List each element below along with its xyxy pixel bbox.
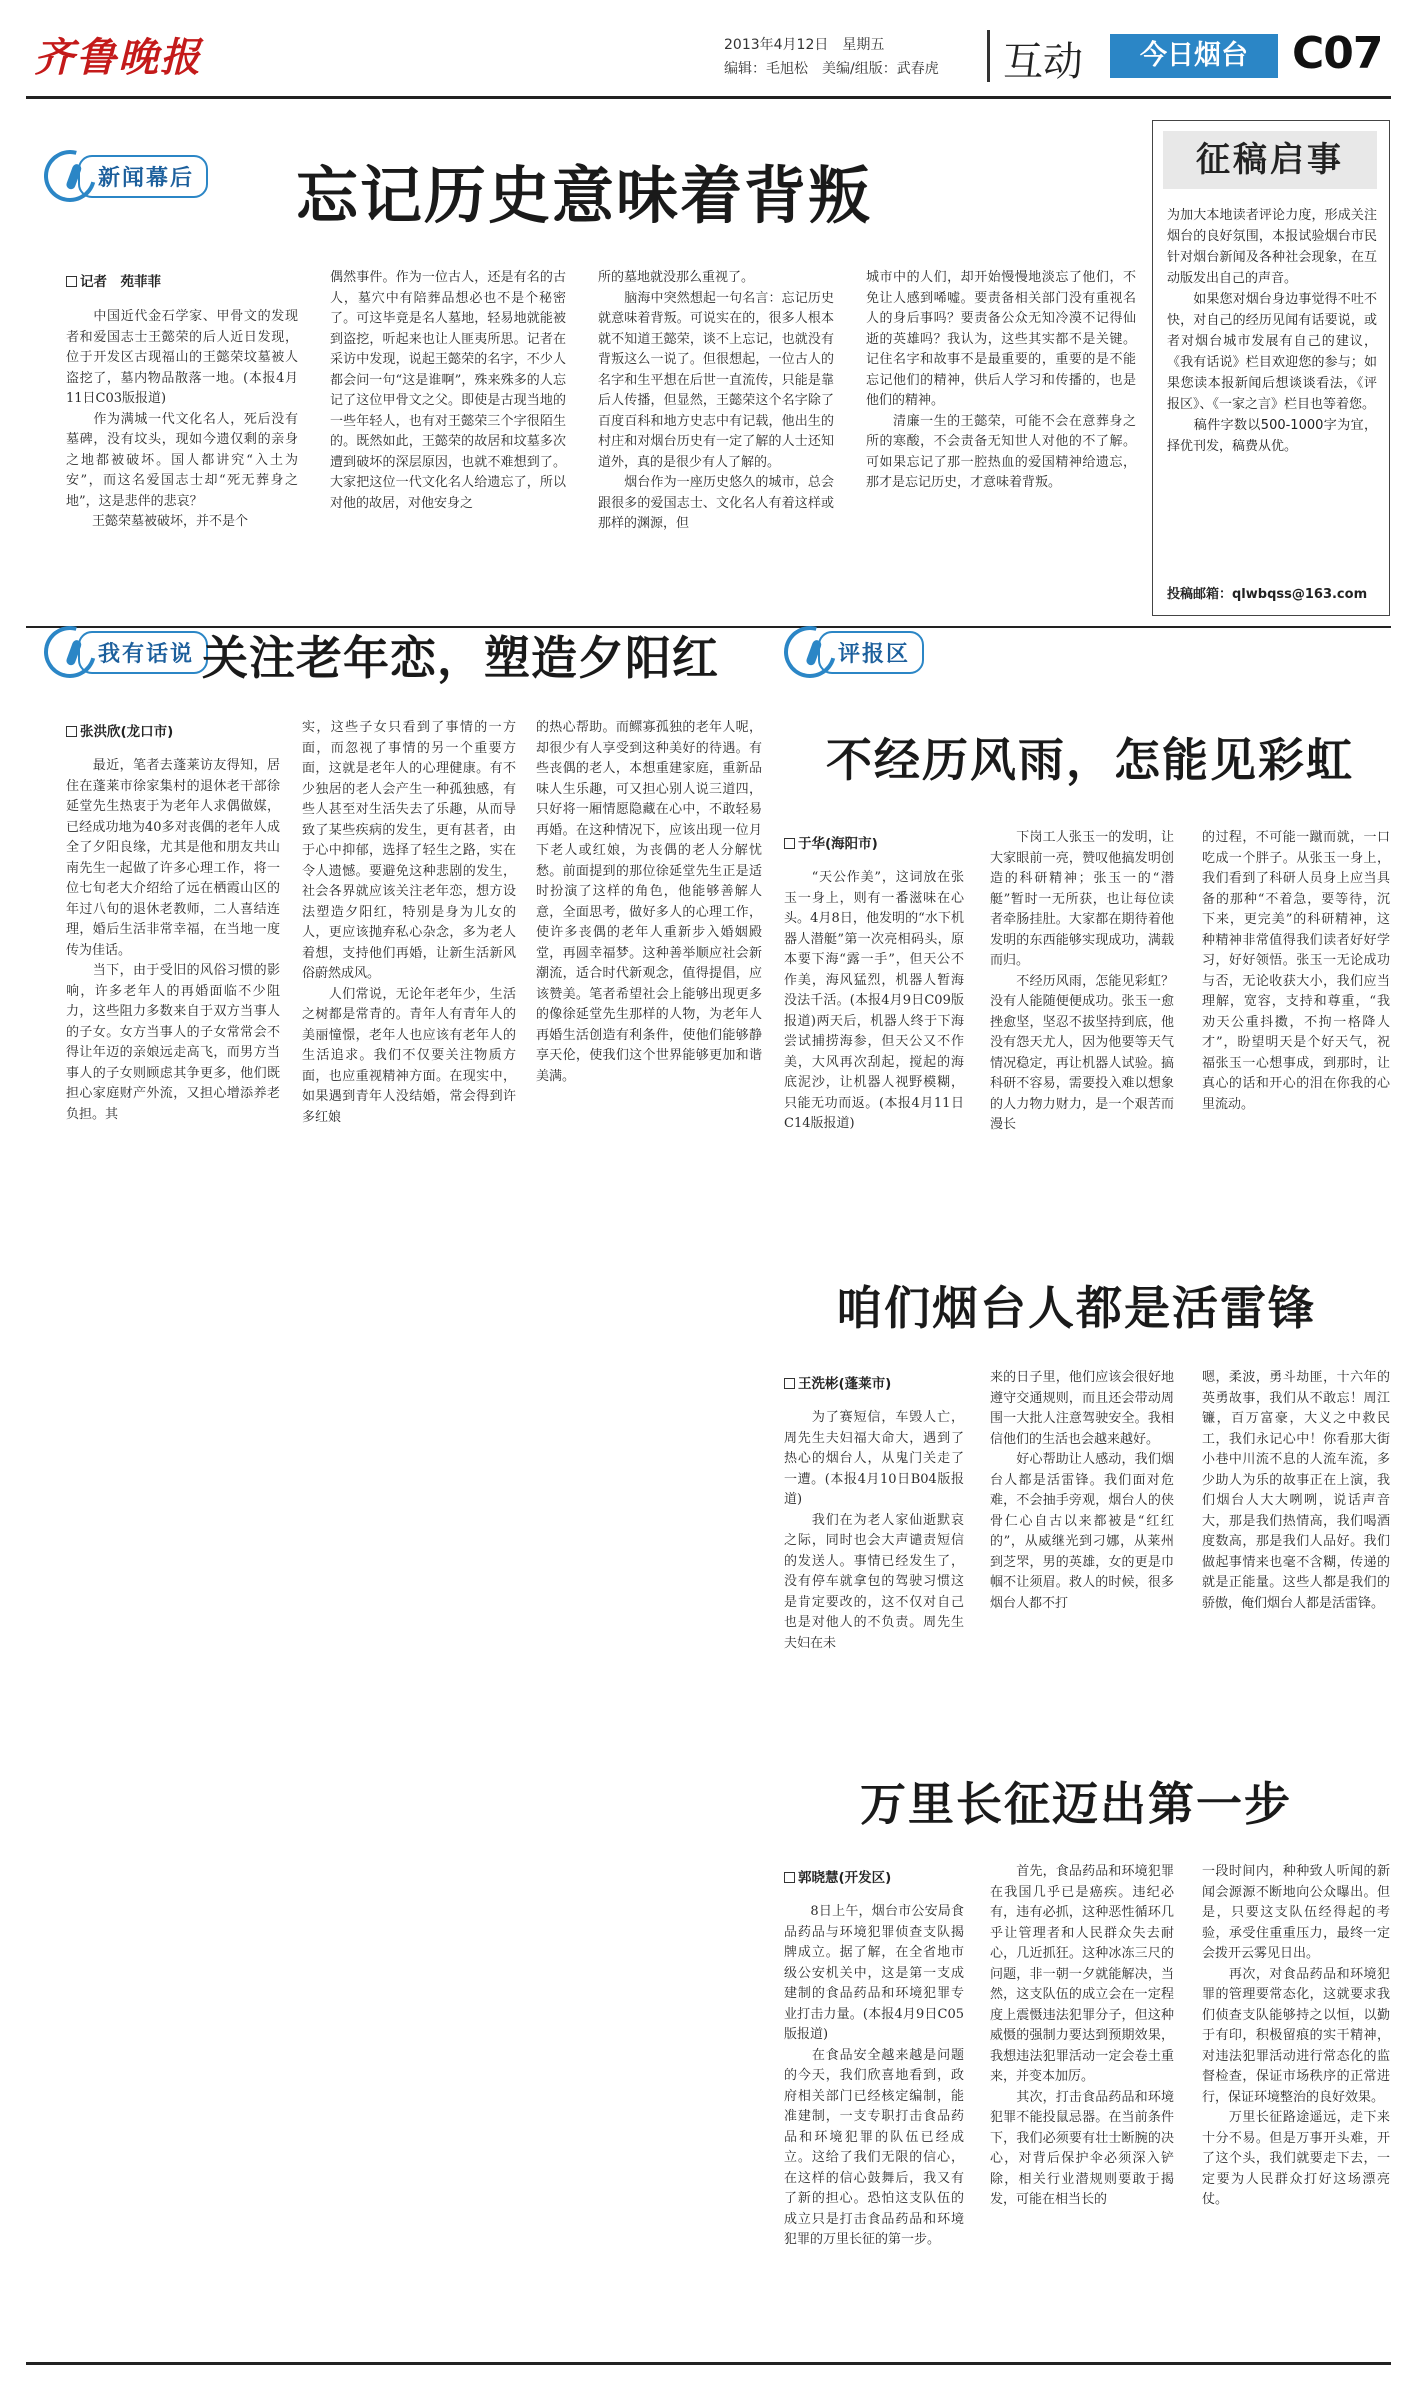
story1-headline: 忘记历史意味着背叛	[296, 159, 873, 232]
tag-news-behind	[44, 150, 208, 202]
story1-byline: 记者 苑菲菲	[66, 270, 161, 290]
tag-my-say	[44, 626, 208, 678]
masthead-rule	[26, 96, 1391, 99]
tag-label: 新闻幕后	[78, 155, 208, 198]
story1-col1: 中国近代金石学家、甲骨文的发现者和爱国志士王懿荣的后人近日发现，位于开发区古现福山的王懿荣坟墓被人盗挖了，墓内物品散落一地。(本报4月11日C03版报道) 作为满城一代文化名人，死后没有墓碑，没有坟头，现如今遗仅剩的亲身之地都被破坏。国人都讲究“入土为安”，而这名爱国志士却“死无葬身之地”，这是悲伴的悲哀？ 王懿荣墓被破坏，并不是个	[66, 309, 298, 529]
story3-col2: 下岗工人张玉一的发明，让大家眼前一亮，赞叹他搞发明创造的科研精神；张玉一的“潜艇”暂时一无所获，也让每位读者牵肠挂肚。大家都在期待着他发明的东西能够实现成功，满载而归。 不经历风雨，怎能见彩虹？没有人能随便便成功。张玉一愈挫愈坚，坚忍不拔坚持到底，他没有怨天尤人，因为他要等天气情况稳定，再让机器人试验。搞科研不容易，需要投入难以想象的人力物力财力，是一个艰苦而漫长	[990, 830, 1174, 1132]
story5-col1: 8日上午，烟台市公安局食品药品与环境犯罪侦查支队揭牌成立。据了解，在全省地市级公安机关中，这是第一支成建制的食品药品和环境犯罪专业打击力量。(本报4月9日C05版报道) 在食品安全越来越是问题的今天，我们欣喜地看到，政府相关部门已经核定编制，能准建制，一支专职打击食品药品和环境犯罪的队伍已经成立。这给了我们无限的信心，在这样的信心鼓舞后，我又有了新的担心。恐怕这支队伍的成立只是打击食品药品和环境犯罪的万里长征的第一步。	[784, 1904, 964, 2247]
story2-byline: 张洪欣(龙口市)	[66, 720, 173, 740]
sidebar-email[interactable]: 投稿邮箱：qlwbqss@163.com	[1167, 587, 1368, 602]
story4-byline: 王洗彬(蓬莱市)	[784, 1372, 891, 1392]
story2-col3-text: 的热心帮助。而鳏寡孤独的老年人呢，却很少有人享受到这种美好的待遇。有些丧偶的老人，本想重建家庭，重新品味人生乐趣，可又担心别人说三道四，只好将一厢情愿隐藏在心中，不敢轻易再婚。在这种情况下，应该出现一位月下老人或红娘，为丧偶的老人分解忧愁。前面提到的那位徐延堂先生正是适时扮演了这样的角色，他能够善解人意，全面思考，做好多人的心理工作，使许多丧偶的老年人重新步入婚姻殿堂，再圆幸福梦。这种善举顺应社会新潮流，适合时代新观念，值得提倡，应该赞美。笔者希望社会上能够出现更多的像徐延堂先生那样的人物，为老年人再婚生活创造有利条件，使他们能够静享天伦，使我们这个世界能够更加和谐美满。	[536, 720, 762, 1084]
story3-byline: 于华(海阳市)	[784, 832, 878, 852]
story3-headline: 不经历风雨，怎能见彩虹	[826, 733, 1354, 787]
sidebar-title: 征稿启事	[1163, 131, 1377, 189]
story4-col1: 为了赛短信，车毁人亡，周先生夫妇福大命大，遇到了热心的烟台人，从鬼门关走了一遭。(本报4月10日B04版报道) 我们在为老人家仙逝默哀之际，同时也会大声谴责短信的发送人。事情已经发生了，没有停车就拿包的驾驶习惯这是肯定要改的，这不仅对自己也是对他人的不负责。周先生夫妇在未	[784, 1410, 964, 1651]
story4-headline: 咱们烟台人都是活雷锋	[836, 1281, 1316, 1335]
story2-headline: 关注老年恋，塑造夕阳红	[202, 631, 719, 685]
story1-col3: 所的墓地就没那么重视了。 脑海中突然想起一句名言：忘记历史就意味着背叛。可说实在的，很多人根本就不知道王懿荣，谈不上忘记，也就没有背叛这么一说了。但很想起，一位古人的名字和生平想在后世一直流传，只能是靠后人传播，但显然，王懿荣这个名字除了百度百科和地方史志中有记载，他出生的村庄和对烟台历史有一定了解的人士还知道外，真的是很少有人了解的。 烟台作为一座历史悠久的城市，总会跟很多的爱国志士、文化名人有着这样或那样的渊源，但	[598, 270, 834, 531]
story5-headline: 万里长征迈出第一步	[860, 1777, 1292, 1831]
story3-col3: 的过程，不可能一蹴而就，一口吃成一个胖子。从张玉一身上，我们看到了科研人员身上应当具备的那种“不着急，要等待，沉下来，更完美”的科研精神，这种精神非常值得我们读者好好学习，好好领悟。张玉一无论成功与否，无论收获大小，我们应当理解，宽容，支持和尊重，“我劝天公重抖擞，不拘一格降人才”，盼望明天是个好天气，祝福张玉一心想事成，到那时，让真心的话和开心的泪在你我的心里流动。	[1202, 830, 1390, 1112]
tag-label: 我有话说	[78, 631, 208, 674]
footer-rule	[26, 2362, 1391, 2365]
story5-col3: 一段时间内，种种致人听闻的新闻会源源不断地向公众曝出。但是，只要这支队伍经得起的考验，承受住重重压力，最终一定会拨开云雾见日出。 再次，对食品药品和环境犯罪的管理要常态化，这就要求我们侦查支队能够持之以恒，以勤于有印，积极留痕的实干精神，对违法犯罪活动进行常态化的监督检查，保证市场秩序的正常进行，保证环境整治的良好效果。 万里长征路途遥远，走下来十分不易。但是万事开头难，开了这个头，我们就要走下去，一定要为人民群众打好这场漂亮仗。	[1202, 1864, 1390, 2207]
tag-review-zone	[784, 626, 924, 678]
section-badge: 今日烟台	[1110, 34, 1278, 78]
story3-col1: “天公作美”，这词放在张玉一身上，则有一番滋味在心头。4月8日，他发明的“水下机器人潜艇”第一次亮相码头，原本要下海“露一手”，但天公不作美，海风猛烈，机器人暂海没法千活。(本报4月9日C09版报道)两天后，机器人终于下海尝试捕捞海参，但天公又不作美，大风再次刮起，搅起的海底泥沙，让机器人视野模糊，只能无功而返。(本报4月11日C14版报道)	[784, 870, 964, 1131]
newspaper-logo: 齐鲁晚报	[34, 34, 202, 81]
sidebar-body: 为加大本地读者评论力度，形成关注烟台的良好氛围，本报试验烟台市民针对烟台新闻及各种社会现象，在互动版发出自己的声音。 如果您对烟台身边事觉得不吐不快，对自己的经历见闻有话要说，或者对烟台城市发展有自己的建议，《我有话说》栏目欢迎您的参与；如果您读本报新闻后想谈谈看法，《评报区》、《一家之言》栏目也等着您。 稿件字数以500-1000字为宜，择优刊发，稿费从优。	[1167, 208, 1377, 454]
masthead	[0, 0, 1417, 98]
story1-col4: 城市中的人们，却开始慢慢地淡忘了他们，不免让人感到唏嘘。要责备相关部门没有重视名人的身后事吗？要责备公众无知冷漠不记得仙逝的英雄吗？我认为，这些其实都不是关键。记住名字和故事不是最重要的，重要的是不能忘记他们的精神，供后人学习和传播的，也是他们的精神。 清廉一生的王懿荣，可能不会在意葬身之所的寒酸，不会责备无知世人对他的不了解。可如果忘记了那一腔热血的爱国精神给遗忘，那才是忘记历史，才意味着背叛。	[866, 270, 1136, 490]
section-title: 互动	[1003, 39, 1083, 85]
story4-col2: 来的日子里，他们应该会很好地遵守交通规则，而且还会带动周围一大批人注意驾驶安全。我相信他们的生活也会越来越好。 好心帮助让人感动，我们烟台人都是活雷锋。我们面对危难，不会抽手旁观，烟台人的侠骨仁心自古以来都被是“红红的”，从威继光到刁娜，从莱州到芝罘，男的英雄，女的更是巾帼不让须眉。救人的时候，很多烟台人都不打	[990, 1370, 1174, 1611]
masthead-divider	[987, 30, 990, 82]
story5-col2: 首先，食品药品和环境犯罪在我国几乎已是癌疾。违纪必有，违有必抓，这种恶性循环几乎让管理者和人民群众失去耐心，几近抓狂。这种冰冻三尺的问题，非一朝一夕就能解决，当然，这支队伍的成立会在一定程度上震慑违法犯罪分子，但这种威慑的强制力要达到预期效果，我想违法犯罪活动一定会卷土重来，并变本加厉。 其次，打击食品药品和环境犯罪不能投鼠忌器。在当前条件下，我们必须要有壮士断腕的决心，对背后保护伞必须深入铲除，相关行业潜规则要敢于揭发，可能在相当长的	[990, 1864, 1174, 2207]
story2-col2: 实，这些子女只看到了事情的一方面，而忽视了事情的另一个重要方面，这就是老年人的心理健康。有不少独居的老人会产生一种孤独感，有些人甚至对生活失去了乐趣，从而导致了某些疾病的发生，更有甚者，由于心中抑郁，选择了轻生之路，实在令人遗憾。要避免这种悲剧的发生，社会各界就应该关注老年恋，想方设法塑造夕阳红，特别是身为儿女的人，更应该抛弃私心杂念，多为老人着想，支持他们再婚，让新生活新风俗蔚然成风。 人们常说，无论年老年少，生活之树都是常青的。青年人有青年人的美丽憧憬，老年人也应该有老年人的生活追求。我们不仅要关注物质方面，也应重视精神方面。在现实中，如果遇到青年人没结婚，常会得到许多红娘	[302, 720, 516, 1125]
tag-label: 评报区	[818, 631, 924, 674]
story4-col3: 嗯，柔波，勇斗劫匪，十六年的英勇故事，我们从不敢忘！周江镰，百万富豪，大义之中救民工，我们永记心中！你看那大街小巷中川流不息的人流车流，多少助人为乐的故事正在上演，我们烟台人大大咧咧，说话声音大，那是我们热情高，我们喝酒度数高，那是我们人品好。我们做起事情来也毫不含糊，传递的就是正能量。这些人都是我们的骄傲，俺们烟台人都是活雷锋。	[1202, 1370, 1390, 1611]
microphone-icon	[34, 616, 105, 687]
sidebar-box	[1152, 120, 1390, 616]
microphone-icon	[34, 140, 105, 211]
editors-line: 编辑：毛旭松 美编/组版：武春虎	[724, 61, 939, 77]
microphone-icon	[774, 616, 845, 687]
story1-col2: 偶然事件。作为一位古人，还是有名的古人，墓穴中有陪葬品想必也不是个秘密了。可这毕竟是名人墓地，轻易地就能被到盗挖，听起来也让人匪夷所思。记者在采访中发现，说起王懿荣的名字，不少人都会问一句“这是谁啊”，殊来殊多的人忘记了这位甲骨文之父。即使是古现当地的一些年轻人，也有对王懿荣三个字很陌生的。既然如此，王懿荣的故居和坟墓多次遭到破坏的深层原因，也就不难想到了。大家把这位一代文化名人给遗忘了，所以对他的故居，对他安身之	[330, 270, 566, 511]
page-number: C07	[1292, 28, 1383, 79]
story2-col1: 最近，笔者去蓬莱访友得知，居住在蓬莱市徐家集村的退休老干部徐延堂先生热衷于为老年人求偶做媒，已经成功地为40多对丧偶的老年人成全了夕阳良缘，尤其是他和朋友共山南先生一起做了许多心理工作，将一位七旬老大介绍给了远在栖霞山区的年过八旬的退休老教师，二人喜结连理，婚后生活非常幸福，在当地一度传为佳话。 当下，由于受旧的风俗习惯的影响，许多老年人的再婚面临不少阻力，这些阻力多数来自于双方当事人的子女。女方当事人的子女常常会不得让年迈的亲娘远走高飞，而男方当事人的子女则顾虑其争更多，他们既担心家庭财产外流，又担心增添养老负担。其	[66, 758, 280, 1122]
story5-byline: 郭晓慧(开发区)	[784, 1866, 891, 1886]
date-line: 2013年4月12日 星期五	[724, 37, 885, 53]
